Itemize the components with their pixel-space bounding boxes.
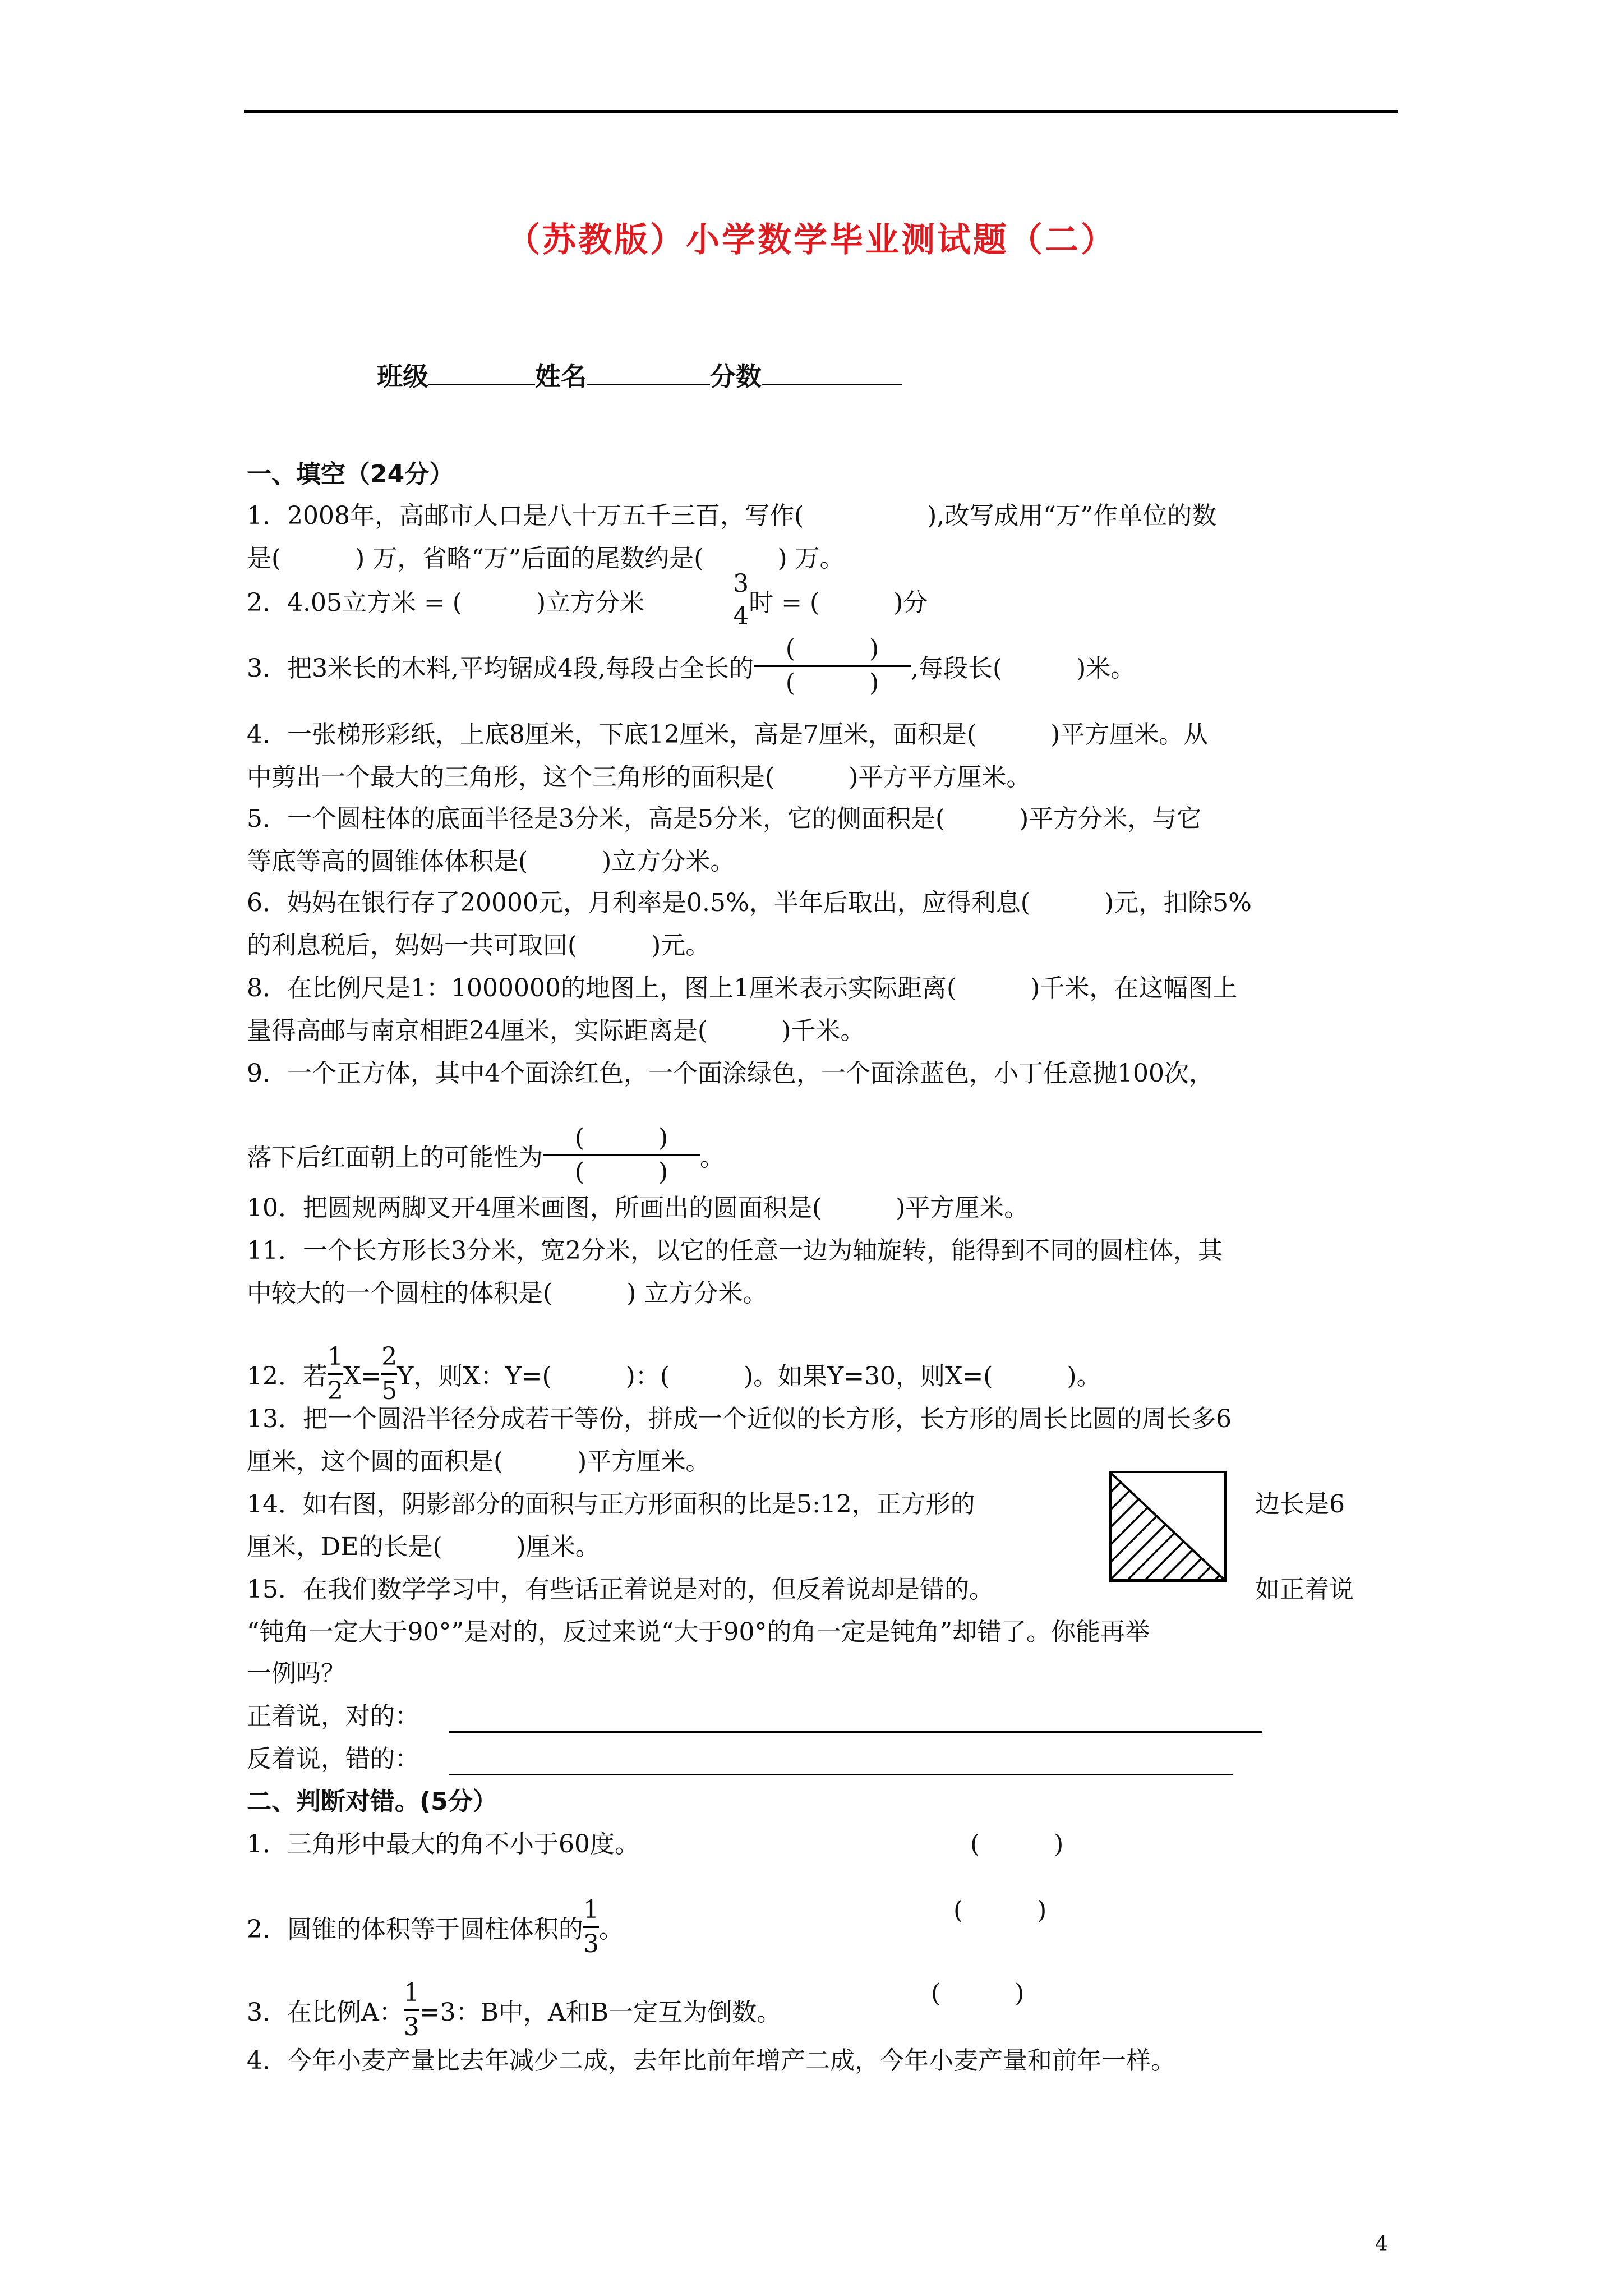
q12-fraction-2 (381, 1341, 397, 1407)
judge-2-text-end: 。 (599, 1915, 624, 1944)
judge-2-denominator: 3 (583, 1926, 599, 1961)
q12-fraction-1 (328, 1341, 343, 1407)
name-field[interactable] (587, 359, 710, 385)
judge-2 (247, 1894, 624, 1961)
q9-line1: 9．一个正方体，其中4个面涂红色，一个面涂绿色，一个面涂蓝色，小丁任意抛100次， (247, 1059, 1214, 1088)
judge-2-paren[interactable]: ( ) (953, 1896, 1047, 1925)
q13-line1: 13．把一个圆沿半径分成若干等份，拼成一个近似的长方形，长方形的周长比圆的周长多6 (247, 1405, 1232, 1433)
judge-3-text-after: =3：B中，A和B一定互为倒数。 (419, 1998, 782, 2027)
q10: 10．把圆规两脚叉开4厘米画图，所画出的圆面积是( )平方厘米。 (247, 1194, 1029, 1222)
page-title: （苏教版）小学数学毕业测试题（二） (506, 220, 1117, 260)
judge-1: 1．三角形中最大的角不小于60度。 (247, 1830, 639, 1858)
q1-line1: 1．2008年，高邮市人口是八十万五千三百，写作( ),改写成用“万”作单位的数 (247, 501, 1217, 530)
judge-1-paren[interactable]: ( ) (970, 1830, 1064, 1858)
q12-x: X= (343, 1362, 382, 1391)
q12-text-after: Y，则X：Y=( )：( )。如果Y=30，则X=( )。 (397, 1362, 1101, 1391)
q2-numerator: 3 (733, 569, 749, 598)
judge-2-text: 2．圆锥的体积等于圆柱体积的 (247, 1915, 583, 1944)
score-label: 分数 (710, 361, 762, 392)
q9-line2 (247, 1122, 725, 1189)
q15-line2: “钝角一定大于90°”是对的，反过来说“大于90°的角一定是钝角”却错了。你能再举 (247, 1618, 1150, 1646)
q15-line1-right: 如正着说 (1255, 1575, 1354, 1604)
q2-fraction (733, 568, 749, 633)
q15-negative-answer-line[interactable] (449, 1774, 1233, 1775)
shaded-square-figure (1109, 1471, 1227, 1582)
q9-text-end: 。 (700, 1143, 725, 1172)
q12-denominator-2: 5 (381, 1373, 397, 1407)
header-rule (244, 110, 1398, 113)
q15-line3: 一例吗？ (247, 1659, 345, 1688)
q3-fraction (754, 633, 911, 700)
q3-text: 3．把3米长的木料,平均锯成4段,每段占全长的 (247, 654, 754, 683)
q15-negative-label: 反着说，错的： (247, 1745, 419, 1773)
section-heading-judge: 二、判断对错。(5分） (247, 1787, 497, 1816)
q9-denominator[interactable]: ( ) (543, 1154, 700, 1189)
section-heading-fill: 一、填空（24分） (247, 460, 454, 489)
q3-denominator[interactable]: ( ) (754, 665, 911, 700)
q2 (247, 568, 928, 633)
judge-4: 4．今年小麦产量比去年减少二成，去年比前年增产二成，今年小麦产量和前年一样。 (247, 2046, 1175, 2075)
student-info-row (377, 359, 902, 393)
q11-line2: 中较大的一个圆柱的体积是( ) 立方分米。 (247, 1279, 768, 1308)
q12-numerator-1: 1 (328, 1342, 343, 1371)
q12-denominator-1: 2 (328, 1373, 343, 1407)
score-field[interactable] (762, 359, 902, 385)
judge-3-numerator: 1 (403, 1978, 419, 2007)
q5-line1: 5．一个圆柱体的底面半径是3分米，高是5分米，它的侧面积是( )平方分米，与它 (247, 804, 1202, 833)
q13-line2: 厘米，这个圆的面积是( )平方厘米。 (247, 1447, 711, 1476)
judge-3-denominator: 3 (404, 2009, 419, 2044)
q15-line1: 15．在我们数学学习中，有些话正着说是对的，但反着说却是错的。 (247, 1575, 994, 1604)
q4-line1: 4．一张梯形彩纸，上底8厘米，下底12厘米，高是7厘米，面积是( )平方厘米。从 (247, 720, 1209, 749)
q3-numerator[interactable]: ( ) (785, 634, 879, 663)
q2-text: 2．4.05立方米 = ( )立方分米 (247, 588, 645, 617)
q6-line2: 的利息税后，妈妈一共可取回( )元。 (247, 931, 711, 960)
judge-2-fraction (583, 1894, 599, 1961)
q1-line2: 是( ) 万，省略“万”后面的尾数约是( ) 万。 (247, 544, 845, 573)
q5-line2: 等底等高的圆锥体体积是( )立方分米。 (247, 847, 735, 876)
q2-text-after: 时 = ( )分 (749, 588, 928, 617)
q14-line1-right: 边长是6 (1255, 1490, 1345, 1519)
judge-3-text: 3．在比例A： (247, 1998, 404, 2027)
class-field[interactable] (428, 359, 535, 385)
q8-line2: 量得高邮与南京相距24厘米，实际距离是( )千米。 (247, 1016, 865, 1045)
judge-3-paren[interactable]: ( ) (931, 1979, 1025, 2008)
name-label: 姓名 (535, 361, 587, 392)
q14-line2: 厘米，DE的长是( )厘米。 (247, 1533, 600, 1561)
q15-positive-label: 正着说，对的： (247, 1702, 419, 1731)
q2-denominator: 4 (733, 602, 749, 631)
q12 (247, 1341, 1101, 1407)
q6-line1: 6．妈妈在银行存了20000元，月利率是0.5%，半年后取出，应得利息( )元，扣除5% (247, 889, 1252, 917)
page-number: 4 (1375, 2233, 1388, 2256)
q8-line1: 8．在比例尺是1：1000000的地图上，图上1厘米表示实际距离( )千米，在这幅图上 (247, 974, 1238, 1002)
q3-text-after: ,每段长( )米。 (910, 654, 1136, 683)
q15-positive-answer-line[interactable] (449, 1731, 1262, 1733)
q3 (247, 633, 1135, 700)
q4-line2: 中剪出一个最大的三角形，这个三角形的面积是( )平方平方厘米。 (247, 763, 1031, 792)
q12-numerator-2: 2 (381, 1342, 398, 1371)
judge-3 (247, 1977, 781, 2044)
judge-2-numerator: 1 (583, 1895, 599, 1924)
q9-numerator[interactable]: ( ) (574, 1124, 668, 1152)
q9-text: 落下后红面朝上的可能性为 (247, 1143, 543, 1172)
q11-line1: 11．一个长方形长3分米，宽2分米，以它的任意一边为轴旋转，能得到不同的圆柱体，其 (247, 1236, 1223, 1265)
q9-fraction (543, 1122, 700, 1189)
q14-line1: 14．如右图，阴影部分的面积与正方形面积的比是5:12，正方形的 (247, 1490, 975, 1519)
hatched-triangle (1111, 1473, 1224, 1580)
class-label: 班级 (377, 361, 428, 392)
judge-3-fraction (404, 1977, 419, 2044)
q12-text: 12．若 (247, 1362, 328, 1391)
